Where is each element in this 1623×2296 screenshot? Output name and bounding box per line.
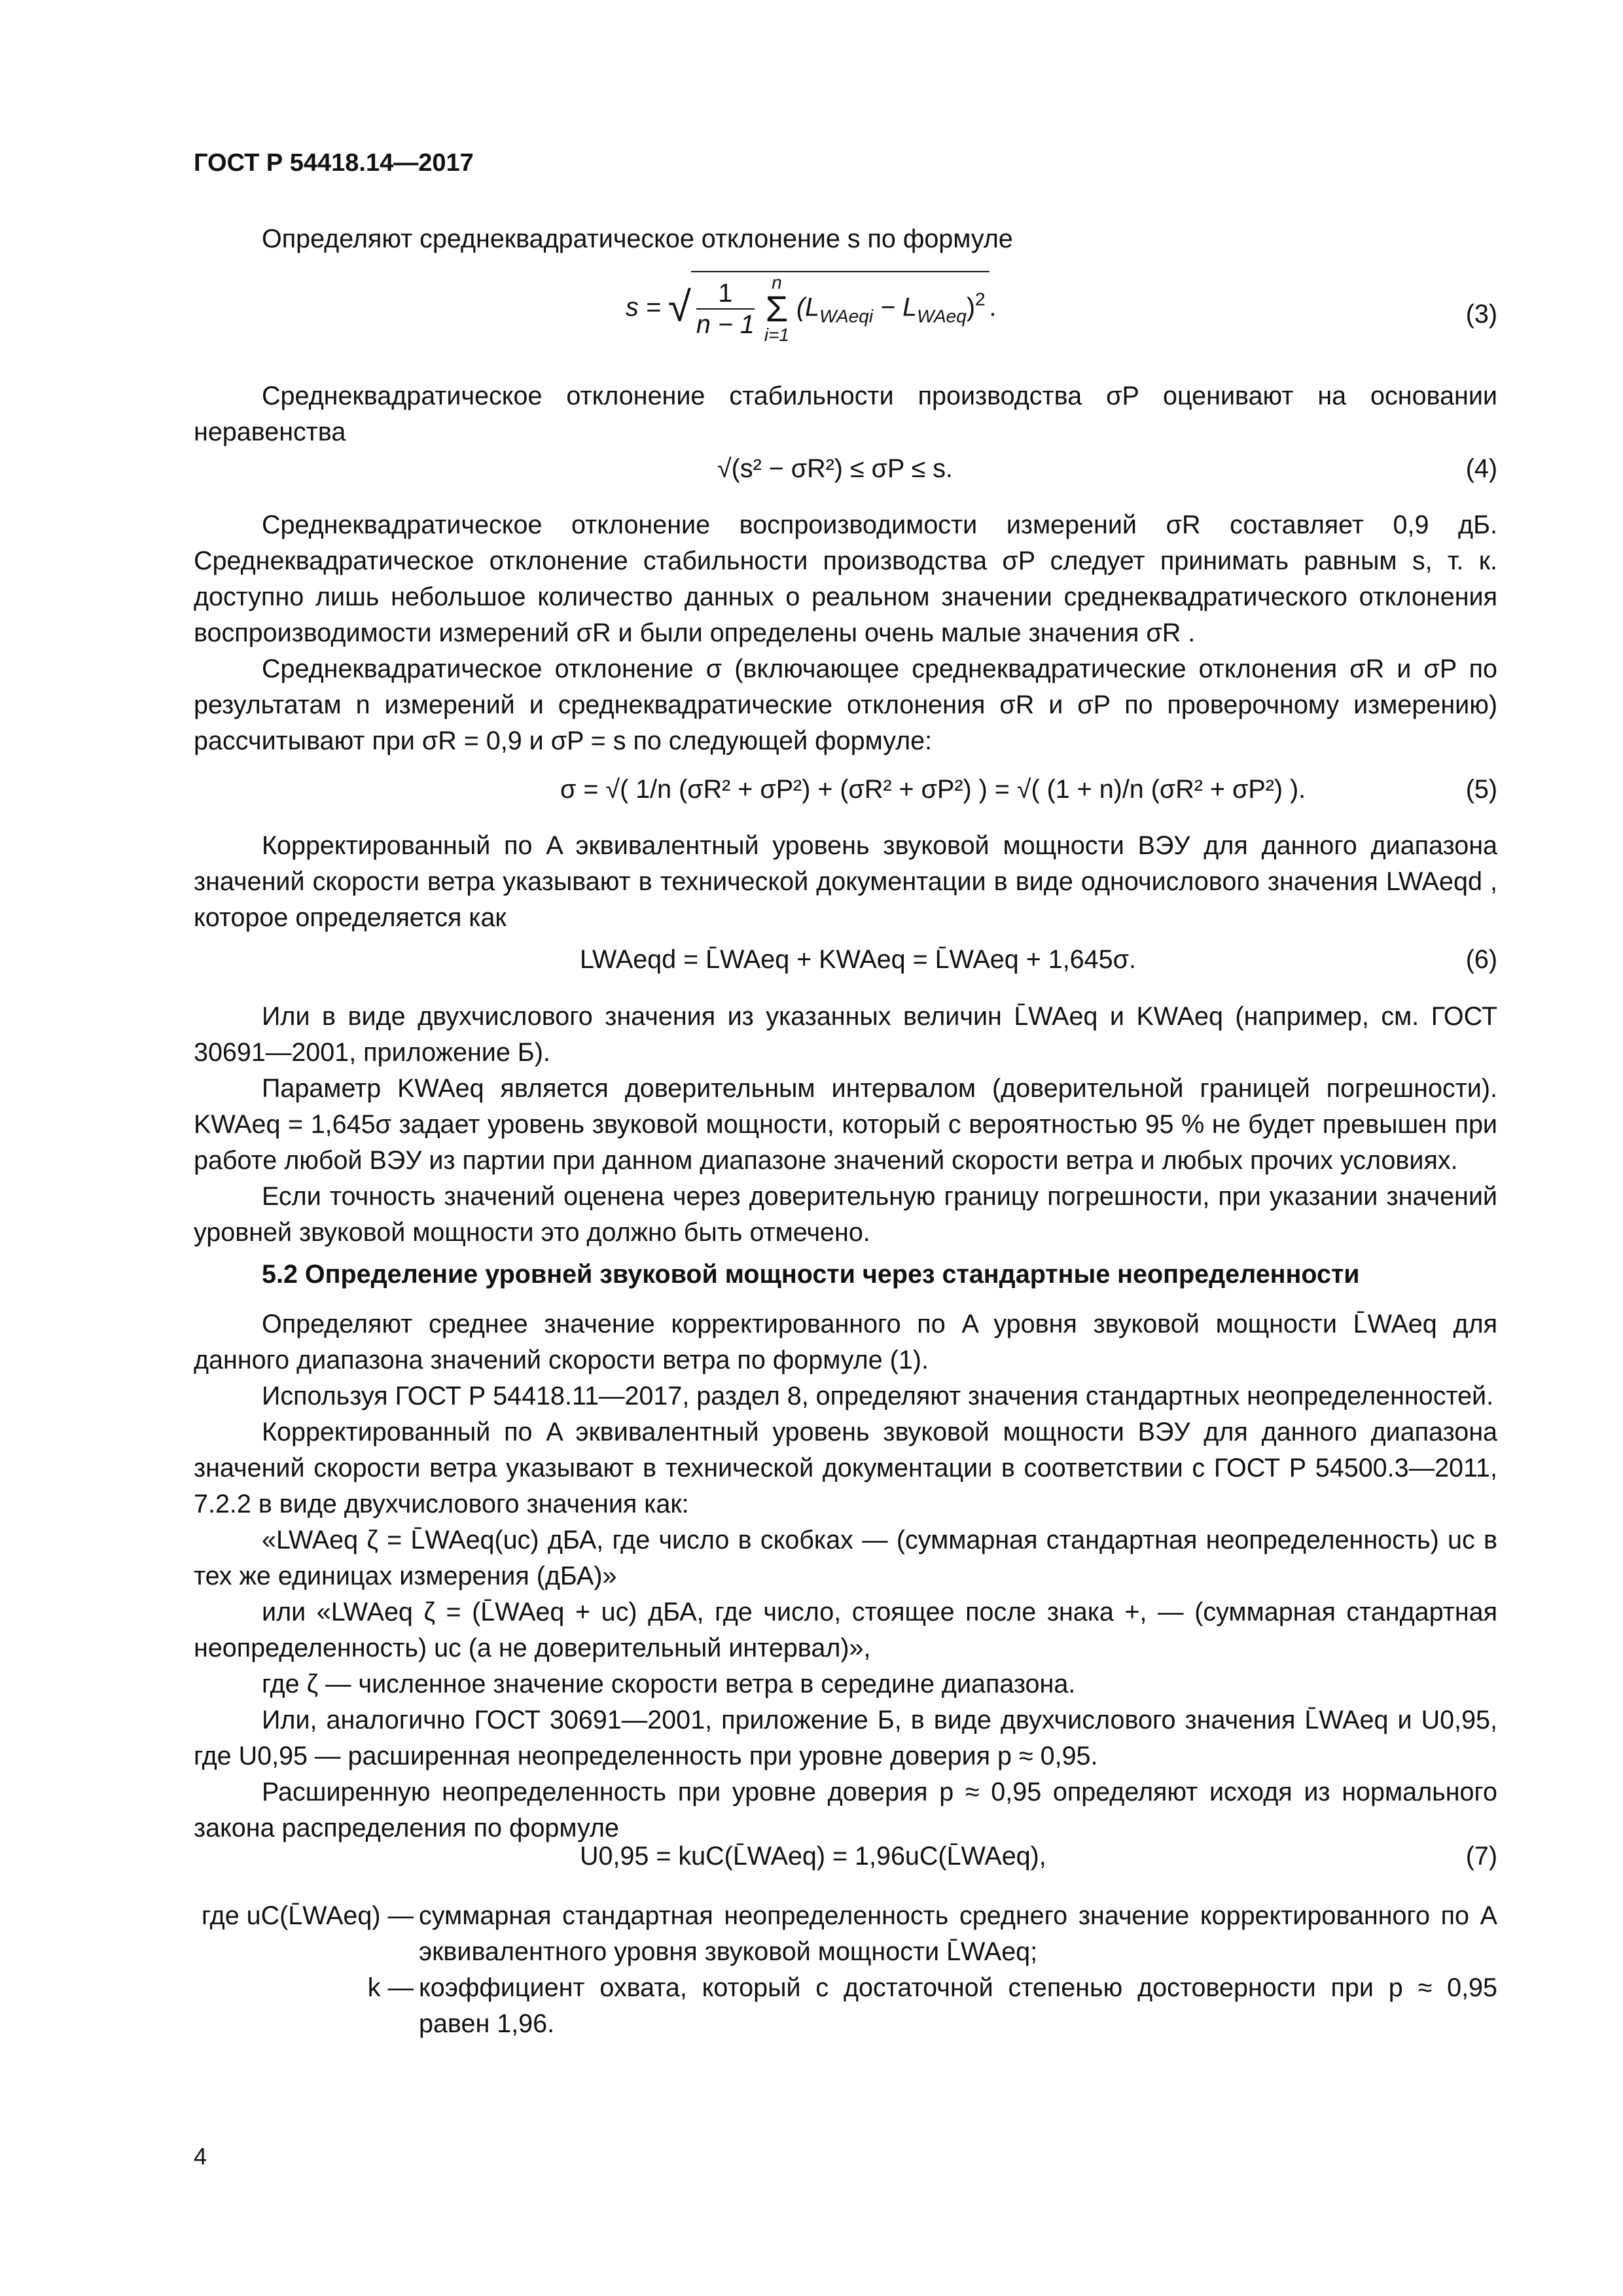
paragraph-4: Среднеквадратическое отклонение σ (включающее среднеквадратические отклонения σR и σP по результатам n измерений и среднеквадратические отклонения σR и σP по проверочному измерению) рассчитывают при σR = 0,9 и σP = s по следующей формуле: bbox=[194, 655, 1497, 755]
paragraph-13: или «LWAeq ζ = (L̄WAeq + uc) дБА, где число, стоящее после знака +, — (суммарная стандартная неопределенность) uc (а не доверительный интервал)», bbox=[194, 1598, 1497, 1662]
eq3-sub1: WAeqi bbox=[819, 306, 874, 327]
para-9-16-block bbox=[194, 1306, 1497, 1846]
equation-5-number: (5) bbox=[1465, 775, 1497, 804]
paragraph-3: Среднеквадратическое отклонение воспроизводимости измерений σR составляет 0,9 дБ. Среднеквадратическое отклонение стабильности производства σP следует принимать равным s, т. к. доступно лишь небольшое количество данных о реальном значении среднеквадратического отклонения воспроизводимости измерений σR и были определены очень малые значения σR . bbox=[194, 511, 1497, 647]
para-6-8-block bbox=[194, 999, 1497, 1251]
eq3-minus: − L bbox=[873, 293, 918, 322]
section-5-2 bbox=[194, 1257, 1497, 1293]
para-2-block bbox=[194, 378, 1497, 450]
document-header: ГОСТ Р 54418.14—2017 bbox=[194, 149, 474, 177]
eq3-sub2: WAeq bbox=[917, 306, 967, 327]
equation-3-expr: s = √ $\frac{1}{n - 1}$ n Σ i=1 $(L_{WAeqi} - L_{WAeq})^2$ . bbox=[626, 272, 997, 345]
eq3-sum-bot: i=1 bbox=[764, 325, 789, 345]
eq3-sum-top: n bbox=[772, 272, 782, 293]
where-item bbox=[194, 1898, 1497, 1970]
eq3-term: (L bbox=[796, 293, 820, 322]
equation-4-number: (4) bbox=[1465, 454, 1497, 483]
paragraph-7: Параметр KWAeq является доверительным интервалом (доверительной границей погрешности). KWAeq = 1,645σ задает уровень звуковой мощности, который с вероятностью 95 % не будет превышен при работе любой ВЭУ из партии при данном диапазоне значений скорости ветра и любых прочих условиях. bbox=[194, 1074, 1497, 1175]
equation-6 bbox=[194, 942, 1497, 988]
paragraph-10: Используя ГОСТ Р 54418.11—2017, раздел 8, определяют значения стандартных неопределенностей. bbox=[262, 1382, 1494, 1410]
paragraph-16: Расширенную неопределенность при уровне доверия p ≈ 0,95 определяют исходя из нормального закона распределения по формуле bbox=[194, 1778, 1497, 1842]
paragraph-1: Определяют среднеквадратическое отклонение s по формуле bbox=[262, 224, 1013, 253]
paragraph-8: Если точность значений оценена через доверительную границу погрешности, при указании значений уровней звуковой мощности это должно быть отмечено. bbox=[194, 1182, 1497, 1247]
section-title: 5.2 Определение уровней звуковой мощности через стандартные неопределенности bbox=[262, 1260, 1360, 1289]
paragraph-2: Среднеквадратическое отклонение стабильности производства σP оценивают на основании неравенства bbox=[194, 382, 1497, 446]
paragraph-15: Или, аналогично ГОСТ 30691—2001, приложение Б, в виде двухчислового значения L̄WAeq и U0,95, где U0,95 — расширенная неопределенность при уровне доверия p ≈ 0,95. bbox=[194, 1706, 1497, 1770]
equation-6-expr: LWAeqd = L̄WAeq + KWAeq = L̄WAeq + 1,645σ. bbox=[580, 945, 1136, 974]
para-1-block bbox=[194, 221, 1497, 257]
paragraph-5: Корректированный по A эквивалентный уровень звуковой мощности ВЭУ для данного диапазона значений скорости ветра указывают в технической документации в виде одночислового значения LWAeqd , которое определяется как bbox=[194, 831, 1497, 932]
where-label: k — bbox=[367, 1973, 414, 2002]
eq3-dot: . bbox=[989, 293, 997, 322]
equation-5 bbox=[194, 766, 1497, 825]
where-item bbox=[194, 1970, 1497, 2042]
eq3-frac-num: 1 bbox=[696, 278, 755, 310]
equation-7-expr: U0,95 = kuC(L̄WAeq) = 1,96uC(L̄WAeq), bbox=[580, 1842, 1046, 1871]
eq3-pow: 2 bbox=[974, 289, 986, 310]
para-5-block bbox=[194, 828, 1497, 936]
equation-3 bbox=[194, 272, 1497, 353]
equation-4-expr: √(s² − σR²) ≤ σP ≤ s. bbox=[717, 454, 953, 483]
paragraph-11: Корректированный по A эквивалентный уровень звуковой мощности ВЭУ для данного диапазона значений скорости ветра указывают в технической документации в соответствии с ГОСТ Р 54500.3—2011, 7.2.2 в виде двухчислового значения как: bbox=[194, 1418, 1497, 1518]
equation-4 bbox=[194, 452, 1497, 497]
equation-5-expr: σ = √( 1/n (σR² + σP²) + (σR² + σP²) ) = √( (1 + n)/n (σR² + σP²) ). bbox=[560, 775, 1306, 804]
where-text: суммарная стандартная неопределенность среднего значение корректированного по A эквивалентного уровня звуковой мощности L̄WAeq; bbox=[419, 1901, 1497, 1966]
paragraph-12: «LWAeq ζ = L̄WAeq(uc) дБА, где число в скобках — (суммарная стандартная неопределенность) uc в тех же единицах измерения (дБА)» bbox=[194, 1526, 1497, 1590]
equation-7-number: (7) bbox=[1465, 1842, 1497, 1871]
paragraph-9: Определяют среднее значение корректированного по A уровня звуковой мощности L̄WAeq для данного диапазона значений скорости ветра по формуле (1). bbox=[194, 1310, 1497, 1374]
eq3-frac-den: n − 1 bbox=[696, 310, 755, 339]
equation-6-number: (6) bbox=[1465, 945, 1497, 974]
eq3-close: ) bbox=[966, 293, 975, 322]
equation-7 bbox=[194, 1839, 1497, 1885]
eq3-lhs: s = bbox=[626, 293, 661, 322]
page-number: 4 bbox=[194, 2143, 207, 2170]
para-3-4-block bbox=[194, 507, 1497, 759]
where-label: где uC(L̄WAeq) — bbox=[202, 1901, 414, 1930]
where-list bbox=[194, 1898, 1497, 2042]
where-text: коэффициент охвата, который с достаточной степенью достоверности при p ≈ 0,95 равен 1,96. bbox=[419, 1973, 1497, 2038]
paragraph-6: Или в виде двухчислового значения из указанных величин L̄WAeq и KWAeq (например, см. ГОСТ 30691—2001, приложение Б). bbox=[194, 1002, 1497, 1067]
paragraph-14: где ζ — численное значение скорости ветра в середине диапазона. bbox=[262, 1670, 1076, 1698]
equation-3-number: (3) bbox=[1465, 300, 1497, 329]
